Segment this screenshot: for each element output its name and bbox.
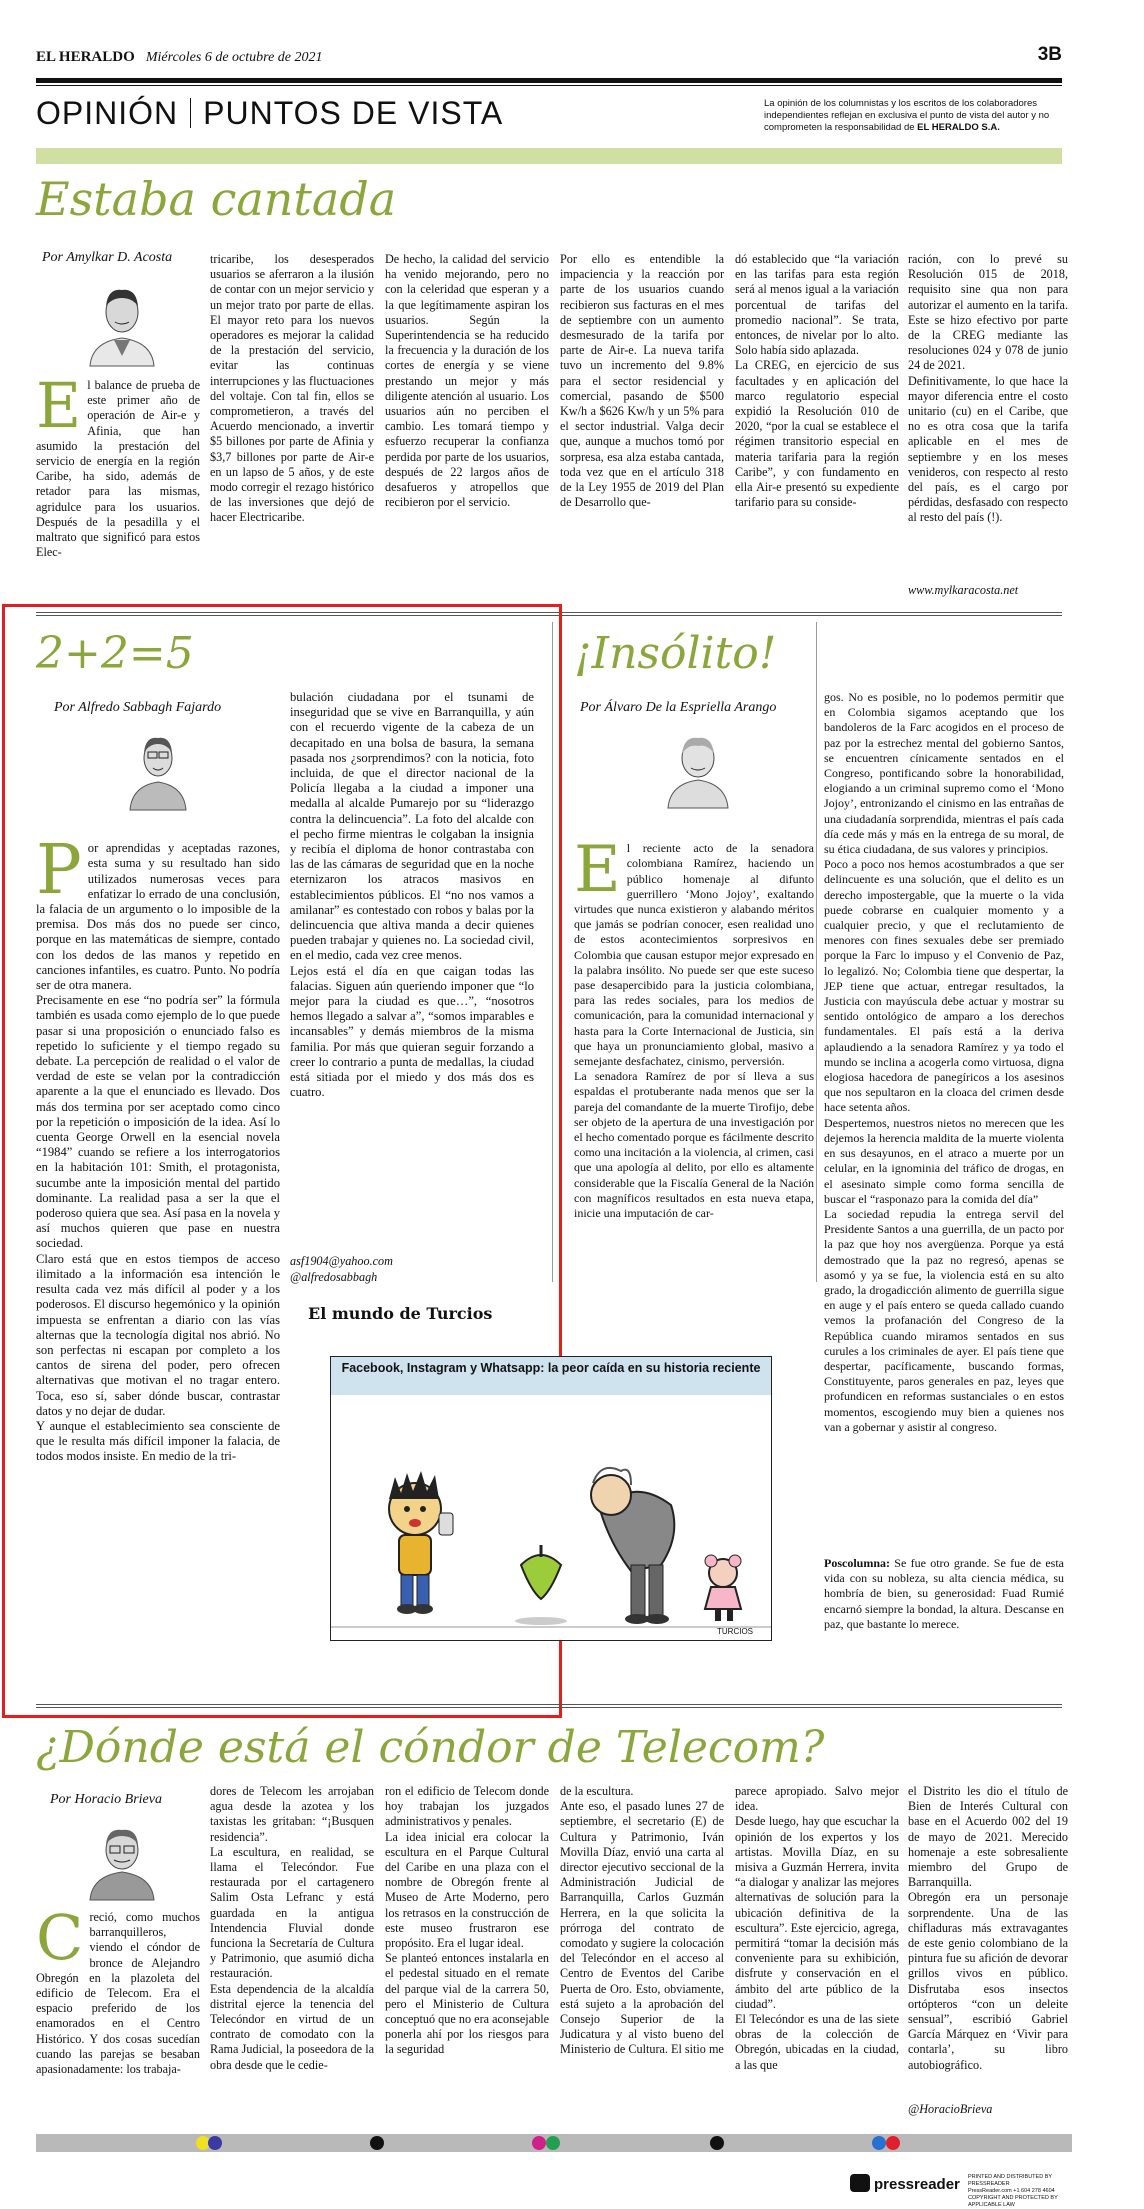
registration-dot [370, 2136, 384, 2150]
drop-cap: C [36, 1901, 84, 1974]
author-photo [84, 1816, 160, 1900]
article-byline: Por Amylkar D. Acosta [42, 250, 173, 265]
column-text: tricaribe, los desesperados usuarios se aferraron a la ilusión de contar con un mejor servicio y un mejor trato por parte de ellas. El mayor reto para los nuevos operadores es mejorar la calidad de la prestación del servicio, evitar las continuas interrupciones y las fluctuaciones del voltaje. Con tal fin, ellos se comprometieron, a través del Acuerdo mencionado, a invertir $5 billones por parte de Afinia y $3,7 billones por parte de Air-e en un lapso de 5 años, y de este modo corregir el rezago histórico de las inversiones que dejó de hacer Electricaribe. [210, 252, 374, 525]
column-text: l reciente acto de la senadora colombiana Ramírez, haciendo un público homenaje al difunto guerrillero ‘Mono Jojoy’, exaltando virtudes que nunca existieron y alabando méritos que jamás se podrían conocer, esen realidad uno de estos acontecimientos sorpresivos en Colombia que causan estupor mejor expresado en la palabra insólito. No puede ser que este suceso pase desapercibido para la justicia colombiana, para las redes sociales, para los medios de comunicación, para la comunidad internacional y hasta para la Corte Internacional de Justicia, sin que haya un pronunciamiento global, masivo a semejante desfachatez, cinismo, perversión. La senadora Ramírez de por sí lleva a sus espaldas el protuberante nada menos que ser la pareja del comandante de la muerte Tirofijo, debe ser objeto de la apertura de una investigación por el hecho comentado porque es fácilmente descrito como una incitación a la violencia, al crimen, casi que una apología al delito, por ello es altamente considerable que la Fiscalía General de la Nación con magníficos resultados en esta nueva etapa, inicie una imputación de car- [574, 841, 814, 1221]
article-column [574, 826, 814, 1286]
disclaimer-text: La opinión de los columnistas y los escritos de los colaboradores independientes reflejan en exclusiva el punto de vista del autor y no comprometen la responsabilidad de [764, 98, 1050, 133]
article-column [385, 1784, 549, 2122]
article-column [908, 252, 1068, 582]
newspaper-name: EL HERALDO [36, 49, 135, 65]
postscript-text: Se fue otro grande. Se fue de esta vida con su nobleza, su alta ciencia médica, su hombría de bien, su generosidad: Fuad Rumié encarnó siempre la bondad, la altura. Descanse en paz, que bastante lo merece. [824, 1556, 1064, 1631]
cartoon-banner: Facebook, Instagram y Whatsapp: la peor caída en su historia reciente [331, 1357, 771, 1395]
registration-dot [710, 2136, 724, 2150]
section-divider [36, 1704, 1062, 1708]
article-column [560, 252, 724, 622]
cartoon-illustration [331, 1395, 771, 1640]
article-column [290, 690, 534, 1250]
fineprint-line: PressReader.com +1 604 278 4604 [968, 2188, 1055, 2194]
author-photo [664, 722, 732, 808]
registration-dot [886, 2136, 900, 2150]
article-title: Estaba cantada [36, 172, 397, 226]
article-column [210, 1784, 374, 2122]
registration-dot [546, 2136, 560, 2150]
column-text: De hecho, la calidad del servicio ha venido mejorando, pero no con la celeridad que esperan y a la que legítimamente aspiran los usuarios. Según la Superintendencia se ha reducido la frecuencia y la duración de los cortes de energía y se viene prestando un mejor y más diligente atención al usuario. Los usuarios aún no perciben el cambio. Les tomará tiempo y esfuerzo recuperar la confianza perdida por parte de los usuarios, después de 22 largos años de desafueros y atropellos que recibieron por el servicio. [385, 252, 549, 510]
section-header [36, 95, 503, 132]
column-text: dó establecido que “la variación en las tarifas para esta región será al menos igual a la variación porcentual de tarifas del promedio nacional”. Se trata, entonces, de nivelar por lo alto. Solo había sido aplazada. La CREG, en ejercicio de sus facultades y en aplicación del marco regulatorio especial expidió la Resolución 010 de 2020, “por la cual se establece el régimen transitorio especial en materia tarifaria para la región Caribe”, y con fundamento en ella Air-e presentó su expediente tarifario para su conside- [735, 252, 899, 510]
pressreader-badge[interactable] [850, 2172, 1070, 2208]
cartoonist-signature: TURCIOS [717, 1627, 753, 1636]
masthead-rule-thin [36, 85, 1062, 86]
article-byline: Por Álvaro De la Espriella Arango [580, 700, 777, 715]
editorial-disclaimer [764, 98, 1064, 134]
author-handle[interactable]: @alfredosabbagh [290, 1270, 378, 1284]
article-byline: Por Alfredo Sabbagh Fajardo [54, 700, 222, 715]
pressreader-logo [850, 2174, 960, 2193]
postscript-label: Poscolumna: [824, 1556, 890, 1570]
author-website[interactable]: www.mylkaracosta.net [908, 583, 1019, 597]
section-subname: PUNTOS DE VISTA [203, 95, 504, 131]
registration-dot [532, 2136, 546, 2150]
article-byline: Por Horacio Brieva [50, 1792, 162, 1807]
section-separator [190, 98, 191, 128]
column-text: bulación ciudadana por el tsunami de inseguridad que se vive en Barranquilla, y aún con el recuerdo vigente de la cabeza de un decapitado en una bolsa de basura, la semana pasada nos ¿sorprendimos? con la noticia, foto incluida, de que el director nacional de la Policía llegaba a la ciudad a imponer una medalla al alcalde Pumarejo por su “liderazgo contra la delincuencia”. La foto del alcalde con el pecho firme mientras le colgaban la insignia y recibía el diploma de honor contrastaba con las de las cámaras de seguridad que en la noche eternizaron los atracos masivos en establecimientos públicos. El “no nos vamos a amilanar” es contestado con robos y balas por la delincuencia que altiva manda a decir quienes pueden trabajar y quienes no. La sociedad civil, en el medio, cada vez cree menos. Lejos está el día en que caigan todas las falacias. Siguen aún queriendo imponer que “lo mejor para la ciudad es que…”, “nosotros hemos llegado a salvar a”, “somos imparables e incansables” y demás miembros de la misma familia. Por más que quieran seguir forzando a creer lo contrario a punta de medallas, la ciudad está sitiada por el miedo y dos más dos es cuatro. [290, 690, 534, 1100]
column-text: ron el edificio de Telecom donde hoy trabajan los juzgados administrativos y penales. La idea inicial era colocar la escultura en el Parque Cultural del Caribe en una plaza con el nombre de Obregón frente al Museo de Arte Moderno, pero los retrasos en la construcción de este museo frustraron ese propósito. Era el lugar ideal. Se planteó entonces instalarla en el pedestal situado en el remate del parque vial de la carrera 50, pero el Ministerio de Cultura conceptuó que no era aconsejable ponerla ahí por los riesgos para la seguridad [385, 1784, 549, 2057]
article-column [908, 1784, 1068, 2100]
article-title: ¿Dónde está el cóndor de Telecom? [36, 1722, 825, 1773]
column-text: gos. No es posible, no lo podemos permitir que en Colombia sigamos aceptando que los bandoleros de la Farc acogidos en el proceso de paz por la estrechez mental del gobierno Santos, se encuentren cínicamente sentados en el Congreso, pontificando sobre la honorabilidad, elogiando a un criminal supremo como el ‘Mono Jojoy’, entronizando el cinismo en las entrañas de una ciudadanía sorprendida, mientras el país cada día cede más y más en la entrega de su moral, de su ética ciudadana, de sus valores y principios. Poco a poco nos hemos acostumbrados a que ser delincuente es una solución, que el delito es un derecho impostergable, que la muerte o la vida puede cobrarse en cualquier momento y a cualquier precio, y que el reclutamiento de menores con fines sexuales debe ser premiado porque la Farc lo impuso y el Convenio de Paz, lo legalizó. No; Colombia tiene que despertar, la JEP tiene que actuar, entregar resultados, la Justicia con mayúscula debe actuar y mostrar su sentido ontológico de amparo a los derechos fundamentales. El país está a la deriva aplaudiendo a la senadora Ramírez y ya todo el mundo se inclina a acogerla como virtuosa, digna elogiosa hacedora de panegíricos a los asesinos que nos sepultaron en la cloaca del crimen desde hace setenta años. Despertemos, nuestros nietos no merecen que les dejemos la herencia maldita de la muerte violenta en sus desayunos, en el atraco a muerte por un celular, en la ignominia del tráfico de drogas, en el asesinato simple como forma sencilla de buscar el “rasponazo para la comida del día” La sociedad repudia la entrega servil del Presidente Santos a una guerrilla, de un pacto por la paz que hoy nos avergüenza. Porque ya está demostrado que la paz no regresó, apenas se asomó y ya se fue, la violencia está en su alto grado, la drogadicción alimento de guerrilla sigue en auge y el país entero se queda callado cuando vemos la profanación del Congreso de la República cuando miramos sentados en sus curules a los criminales de ayer. El país tiene que despertar, pacíficamente, buscando formas, Constituyente, paros generales en paz, leyes que profundicen en reformas sustanciales o en estos momentos, escogiendo muy bien a quienes nos van a gobernar y asistir al congreso. [824, 690, 1064, 1434]
page-number: 3B [1037, 44, 1062, 65]
pressreader-logo-text: pressreader [874, 2176, 960, 2193]
drop-cap: P [36, 831, 82, 911]
registration-dot [208, 2136, 222, 2150]
issue-date: Miércoles 6 de octubre de 2021 [145, 50, 323, 65]
article-column [36, 826, 280, 1696]
column-divider [816, 622, 817, 1282]
article-title: ¡Insólito! [574, 628, 777, 679]
postscript [824, 1556, 1064, 1670]
column-text: reció, como muchos barranquilleros, viendo el cóndor de bronce de Alejandro Obregón en la plazoleta del edificio de Telecom. Era el espacio preferido de los enamorados en el Centro Histórico. Y dos cosas sucedían cuando las parejas se besaban apasionadamente: los trabaja- [36, 1910, 200, 2077]
article-column [36, 369, 200, 623]
column-text: or aprendidas y aceptadas razones, esta suma y su resultado han sido utilizados numerosas veces para enfatizar lo errado de una conclusión, la falacia de un argumento o lo imposible de la premisa. Dos más dos no puede ser cinco, porque en las matemáticas de siempre, contado con los dedos de las manos y repetido en canciones infantiles, es cuatro. Punto. No podría ser de otra manera. Precisamente en ese “no podría ser” la fórmula también es usada como ejemplo de lo que puede pasar si una proposición o enunciado falso es repetido lo suficiente y el tiempo regado su debate. La percepción de realidad o el valor de verdad de este se velan por la contradicción aparente a la que el enunciado es llevado. Dos más dos termina por ser aceptado como cinco por la repetición o imposición de la idea. Así lo cuenta George Orwell en la esencial novela “1984” cuando se refiere a los interrogatorios en la habitación 101: Smith, el protagonista, sucumbe ante la imposición mental del partido dominante. La realidad pasa a ser la que el poderoso quiera que sea. Así pasa en la novela y así muchos quieren que pase en nuestra sociedad. Claro está que en estos tiempos de acceso ilimitado a la información esa intención le resulta cada vez más difícil al poder y a los poderosos. El discurso hegemónico y la opinión impuesta se enfrentan a diario con las vías alternas que la tecnología digital nos abrió. No son perfectas ni escapan por completo a los cantos de sirena del poder, pero ofrecen alternativas que motivan el no tragar entero. Toca, eso sí, saber dónde buscar, contrastar datos y no dejar de dudar. Y aunque el establecimiento sea consciente de que le resulta más difícil imponer la falacia, de todos modos insiste. En medio de la tri- [36, 841, 280, 1464]
fineprint-line: COPYRIGHT AND PROTECTED BY APPLICABLE LAW [968, 2195, 1058, 2208]
fineprint-line: PRINTED AND DISTRIBUTED BY PRESSREADER [968, 2174, 1052, 2187]
article-column [210, 252, 374, 622]
drop-cap: E [36, 369, 82, 442]
pressreader-fineprint [968, 2174, 1070, 2209]
author-photo [82, 276, 162, 366]
column-text: parece apropiado. Salvo mejor idea. Desde luego, hay que escuchar la opinión de los expertos y los artistas. Movilla Díaz, en su misiva a Guzmán Herrera, invita “a dialogar y analizar las mejores alternativas de solución para la ubicación definitiva de la escultura”. Este ejercicio, agrega, permitirá “tomar la decisión más conveniente para su exhibición, disfrute y conservación en el ámbito del arte público de la ciudad”. El Telecóndor es una de las siete obras de la colección de Obregón, ubicadas en la ciudad, a las que [735, 1784, 899, 2072]
masthead [36, 46, 1062, 66]
registration-dot [872, 2136, 886, 2150]
column-text: l balance de prueba de este primer año de operación de Air-e y Afinia, que han asumido la prestación del servicio de energía en la región Caribe, ha sido, además de retador para las mismas, agridulce para los usuarios. Después de la pesadilla y el maltrato que significó para estos Elec- [36, 378, 200, 560]
article-column [36, 1901, 200, 2122]
section-color-bar [36, 148, 1062, 164]
cartoon-section-title: El mundo de Turcios [308, 1304, 493, 1323]
disclaimer-brand: EL HERALDO S.A. [917, 122, 1000, 133]
author-email[interactable]: asf1904@yahoo.com [290, 1254, 393, 1268]
author-handle[interactable]: @HoracioBrieva [908, 2102, 993, 2116]
article-column [385, 252, 549, 622]
pressreader-icon [850, 2174, 870, 2192]
author-photo [128, 722, 188, 810]
drop-cap: E [574, 833, 621, 908]
article-column [735, 1784, 899, 2122]
column-text: de la escultura. Ante eso, el pasado lunes 27 de septiembre, el secretario (E) de Cultura y Patrimonio, Iván Movilla Díaz, envió una carta al director ejecutivo seccional de la Administración Judicial de Barranquilla, Carlos Guzmán Herrera, en la que solicita la prórroga del contrato de comodato y sugiere la colocación del Telecóndor en el acceso al Centro de Eventos del Caribe Puerta de Oro. Esto, obviamente, está sujeto a la aprobación del Consejo Superior de la Judicatura y al visto bueno del Ministerio de Cultura. El sitio me [560, 1784, 724, 2057]
column-text: Por ello es entendible la impaciencia y la reacción por parte de los usuarios cuando recibieron sus facturas en el mes de septiembre con un aumento desmesurado de la tarifa por parte de Air-e. La nueva tarifa tuvo un incremento del 9.8% para el sector residencial y comercial, pasando de $500 Kw/h a $626 Kw/h y un 5% para el sector industrial. Valga decir que, aunque a muchos tomó por sorpresa, esa alza estaba cantada, toda vez que en el artículo 318 de la Ley 1955 de 2019 del Plan de Desarrollo que- [560, 252, 724, 510]
article-column [560, 1784, 724, 2122]
section-name: OPINIÓN [36, 95, 179, 131]
column-text: ración, con lo prevé su Resolución 015 de 2018, requisito sine qua non para autorizar el aumento en la tarifa. Este se hizo efectivo por parte de la CREG mediante las resoluciones 024 y 078 de junio 24 de 2021. Definitivamente, lo que hace la mayor diferencia entre el costo unitario (cu) en el Caribe, que no es otra cosa que la tarifa aplicable en el mes de septiembre y en los meses venideros, con respecto al resto del país, es el cargo por pérdidas, desfasado con respecto al resto del país (!). [908, 252, 1068, 525]
article-column [735, 252, 899, 622]
column-divider [552, 622, 553, 1282]
article-column [824, 690, 1064, 1550]
column-text: el Distrito les dio el título de Bien de Interés Cultural con base en el Acuerdo 002 del 19 de mayo de 2021. Merecido homenaje a este sobresaliente miembro del Grupo de Barranquilla. Obregón era un personaje sorprendente. Una de las chifladuras más extravagantes de este genio colombiano de la pintura fue su afición de devorar grillos vivos en público. Disfrutaba esos insectos ortópteros “con un deleite sensual”, escribió Gabriel García Márquez en ‘Vivir para contarla’, su libro autobiográfico. [908, 1784, 1068, 2072]
masthead-rule [36, 78, 1062, 83]
editorial-cartoon [330, 1356, 772, 1641]
article-title: 2+2=5 [36, 628, 194, 679]
column-text: dores de Telecom les arrojaban agua desde la azotea y los taxistas les gritaban: “¡Busquen residencia”. La escultura, en realidad, se llama el Telecóndor. Fue restaurada por el cartagenero Salim Osta Lefranc y está guardada en la antigua Intendencia Fluvial donde funciona la Secretaría de Cultura y Patrimonio, que asumió dicha restauración. Esta dependencia de la alcaldía distrital ejerce la tenencia del Telecóndor en virtud de un contrato de comodato con la Rama Judicial, la poseedora de la obra desde que le cedie- [210, 1784, 374, 2072]
